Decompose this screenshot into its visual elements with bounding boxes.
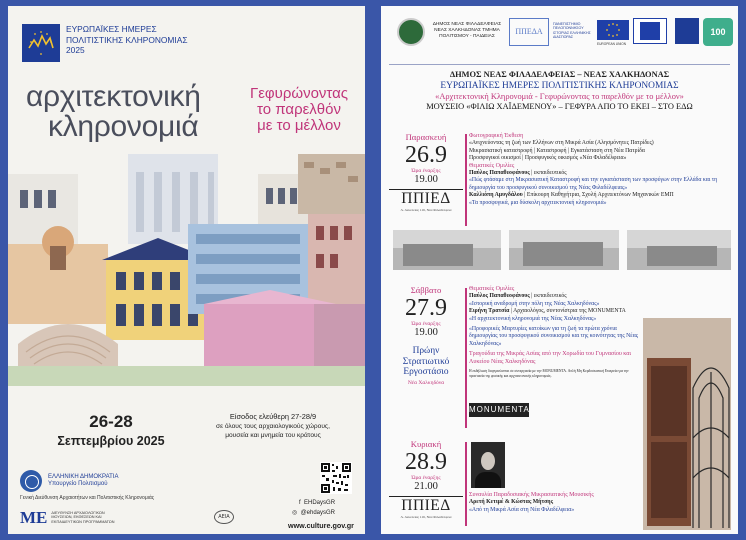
- day2-venue: Πρώην Στρατιωτικό Εργοστάσιο Νέα Χαλκηδόνα: [402, 346, 450, 386]
- partner-logos: ΔΗΜΟΣ ΝΕΑΣ ΦΙΛΑΔΕΛΦΕΙΑΣ ΝΕΑΣ ΧΑΛΚΗΔΟΝΑΣ ΤΜΗΜΑ ΠΟΛΙΤΙΣΜΟΥ - ΠΑΙΔΕΙΑΣ ΠΠΕΔΑ ΠΑΝΕΠΙΣΤΗΜΙΟ ΠΕΛΟΠΟΝΝΗΣΟΥ ΙΣΤΟΡΙΑΣ ΕΛΛΗΝΙΚΗΣ ΔΙΑΣΠΟΡΑΣ EUROPEAN UNION 100: [381, 14, 738, 58]
- qr-code-icon[interactable]: [320, 462, 352, 494]
- architecture-illustration: [8, 154, 365, 386]
- eu-flag-icon: [597, 20, 629, 40]
- poster-subtitle: Γεφυρώνοντας το παρελθόν με το μέλλον: [249, 85, 349, 134]
- event-dates: 26-28 Σεπτεμβρίου 2025: [57, 412, 165, 448]
- day1-date-column: Παρασκευή 26.9 Ώρα έναρξης 19.00 ΠΠΙΕΔ Λ. Δεκελείας 116, Νέα Φιλαδέλφεια: [389, 132, 463, 212]
- social-links: [292, 498, 335, 518]
- performer-portrait: [471, 442, 505, 488]
- 100-years-logo: 100: [703, 18, 733, 46]
- directorate-text: Γενική Διεύθυνση Αρχαιοτήτων και Πολιτιστικής Κληρονομιάς: [20, 495, 155, 501]
- day2-divider: [465, 288, 467, 428]
- ministry-logo: ΕΛΛΗΝΙΚΗ ΔΗΜΟΚΡΑΤΙΑ Υπουργείο Πολιτισμού: [20, 470, 118, 492]
- day3-program: Συναυλία Παραδοσιακής Μικρασιατικής Μουσικής Αρετή Κετιμέ & Κώστας Μήτσης «Από τη Μικρά Ασία στη Νέα Φιλαδέλφεια»: [469, 492, 594, 513]
- ehd-title: ΕΥΡΩΠΑΪΚΕΣ ΗΜΕΡΕΣ ΠΟΛΙΤΙΣΤΙΚΗΣ ΚΛΗΡΟΝΟΜΙΑΣ 2025: [66, 24, 188, 55]
- archive-photo-1: [393, 230, 501, 270]
- program-header: ΔΗΜΟΣ ΝΕΑΣ ΦΙΛΑΔΕΛΦΕΙΑΣ – ΝΕΑΣ ΧΑΛΚΗΔΟΝΑΣ ΕΥΡΩΠΑΪΚΕΣ ΗΜΕΡΕΣ ΠΟΛΙΤΙΣΤΙΚΗΣ ΚΛΗΡΟΝΟΜΙΑΣ «Αρχιτεκτονική Κληρονομιά - Γεφυρώνοντας το παρελθόν με το μέλλον» ΜΟΥΣΕΙΟ «ΦΙΛΙΩ ΧΑΪΔΕΜΕΝΟΥ» – ΓΕΦΥΡΑ ΑΠΟ ΤΟ ΕΚΕΙ – ΣΤΟ ΕΔΩ: [426, 70, 693, 111]
- social-instagram[interactable]: ◎ @ehdaysGR: [292, 510, 336, 516]
- door-gate-photo: [643, 318, 731, 530]
- free-entry-note: Είσοδος ελεύθερη 27-28/9 σε όλους τους αρχαιολογικούς χώρους, μουσεία και μνημεία του κράτους: [216, 412, 330, 439]
- day1-program: Φωτογραφική Έκθεση «Ανιχνεύοντας τη ζωή των Ελλήνων στη Μικρά Ασία (Αλησμόνητες Πατρίδες) Μικρασιατική καταστροφή | Καταστροφή | Εγκατάσταση στη Νέα Πατρίδα Προσφυγικοί οικισμοί | Προσφυγικός οικισμός «Νέα Φιλαδέλφεια» Θεματικές Ομιλίες Παύλος Παπαθεοφάνους | εκπαιδευτικός «Πώς φτάσαμε στη Μικρασιατική Καταστροφή και την εγκατάσταση των προσφύγων στην Ελλάδα και τη δημιουργία του προσφυγικού συνοικισμού της Νέας Φιλαδέλφειας» Καλλιόπη Αμυγδάλου | Επίκουρη Καθηγήτρια, Σχολή Αρχιτεκτόνων Μηχανικών ΕΜΠ «Τα προσφυγικά, μια δύσκολη αρχιτεκτονική κληρονομιά»: [469, 133, 718, 206]
- header-divider: [389, 64, 730, 65]
- ehd-small-logo-icon: [675, 18, 699, 44]
- municipality-seal-icon: [397, 18, 425, 46]
- greek-seal-icon: [20, 470, 42, 492]
- day3-date-column: Κυριακή 28.9 Ώρα έναρξης 21.00 ΠΠΙΕΔ Λ. Δεκελείας 116, Νέα Φιλαδέλφεια: [389, 439, 463, 519]
- day2-date-column: Σάββατο 27.9 Ώρα έναρξης 19.00: [405, 285, 447, 338]
- day3-divider: [465, 442, 467, 526]
- day2-program: Θεματικές Ομιλίες Παύλος Παπαθεοφάνους | εκπαιδευτικός «Ιστορική αναδρομή στην πόλη της Νέας Χαλκηδόνας» Ειρήνη Τρατσία | Αρχαιολόγος, συντονίστρια της MONUMENTA «Η αρχιτεκτονική κληρονομιά της Νέας Χαλκηδόνας» «Προφορικές Μαρτυρίες κατοίκων για τη ζωή τα πρώτα χρόνια δημιουργίας του προσφυγικού συνοικισμού και της κοινότητας της Νέας Χαλκηδόνας» Τραγούδια της Μικράς Ασίας από την Χορωδία του Γυμνασίου και Λυκείου Νέας Χαλκηδόνας Η εκδήλωση διοργανώνεται σε συνεργασία με την MONUMENTA. Απλή Μη Κερδοσκοπική Εταιρεία για την προστασία της φυσικής και αρχιτεκτονικής κληρονομιάς.: [469, 286, 639, 378]
- ehd-logo-icon: [22, 24, 60, 62]
- poster-left: [8, 6, 365, 534]
- ppeda-logo: ΠΠΕΔΑ: [509, 18, 549, 46]
- program-right: [381, 6, 738, 534]
- social-facebook[interactable]: f EHDaysGR: [299, 500, 336, 506]
- university-logo-text: ΠΑΝΕΠΙΣΤΗΜΙΟ ΠΕΛΟΠΟΝΝΗΣΟΥ ΙΣΤΟΡΙΑΣ ΕΛΛΗΝΙΚΗΣ ΔΙΑΣΠΟΡΑΣ: [553, 22, 591, 40]
- website-link[interactable]: www.culture.gov.gr: [288, 521, 354, 530]
- eu-label: EUROPEAN UNION: [597, 42, 627, 46]
- me-mark-icon: ΜΕ: [20, 508, 48, 527]
- aeia-logo: ΑΕΙΑ: [214, 510, 234, 524]
- council-of-europe-logo-icon: [633, 18, 667, 44]
- monumenta-logo: MONUMENTA: [469, 403, 529, 417]
- archive-photo-2: [509, 230, 619, 270]
- poster-title: αρχιτεκτονική κληρονομιά: [26, 80, 201, 143]
- me-logo: ΜΕ ΔΙΕΥΘΥΝΣΗ ΑΡΧΑΙΟΛΟΓΙΚΩΝ ΜΟΥΣΕΙΩΝ, ΕΚΘΕΣΕΩΝ ΚΑΙ ΕΚΠΑΙΔΕΥΤΙΚΩΝ ΠΡΟΓΡΑΜΜΑΤΩΝ: [20, 508, 115, 527]
- day1-divider: [465, 134, 467, 226]
- archive-photo-3: [627, 230, 731, 270]
